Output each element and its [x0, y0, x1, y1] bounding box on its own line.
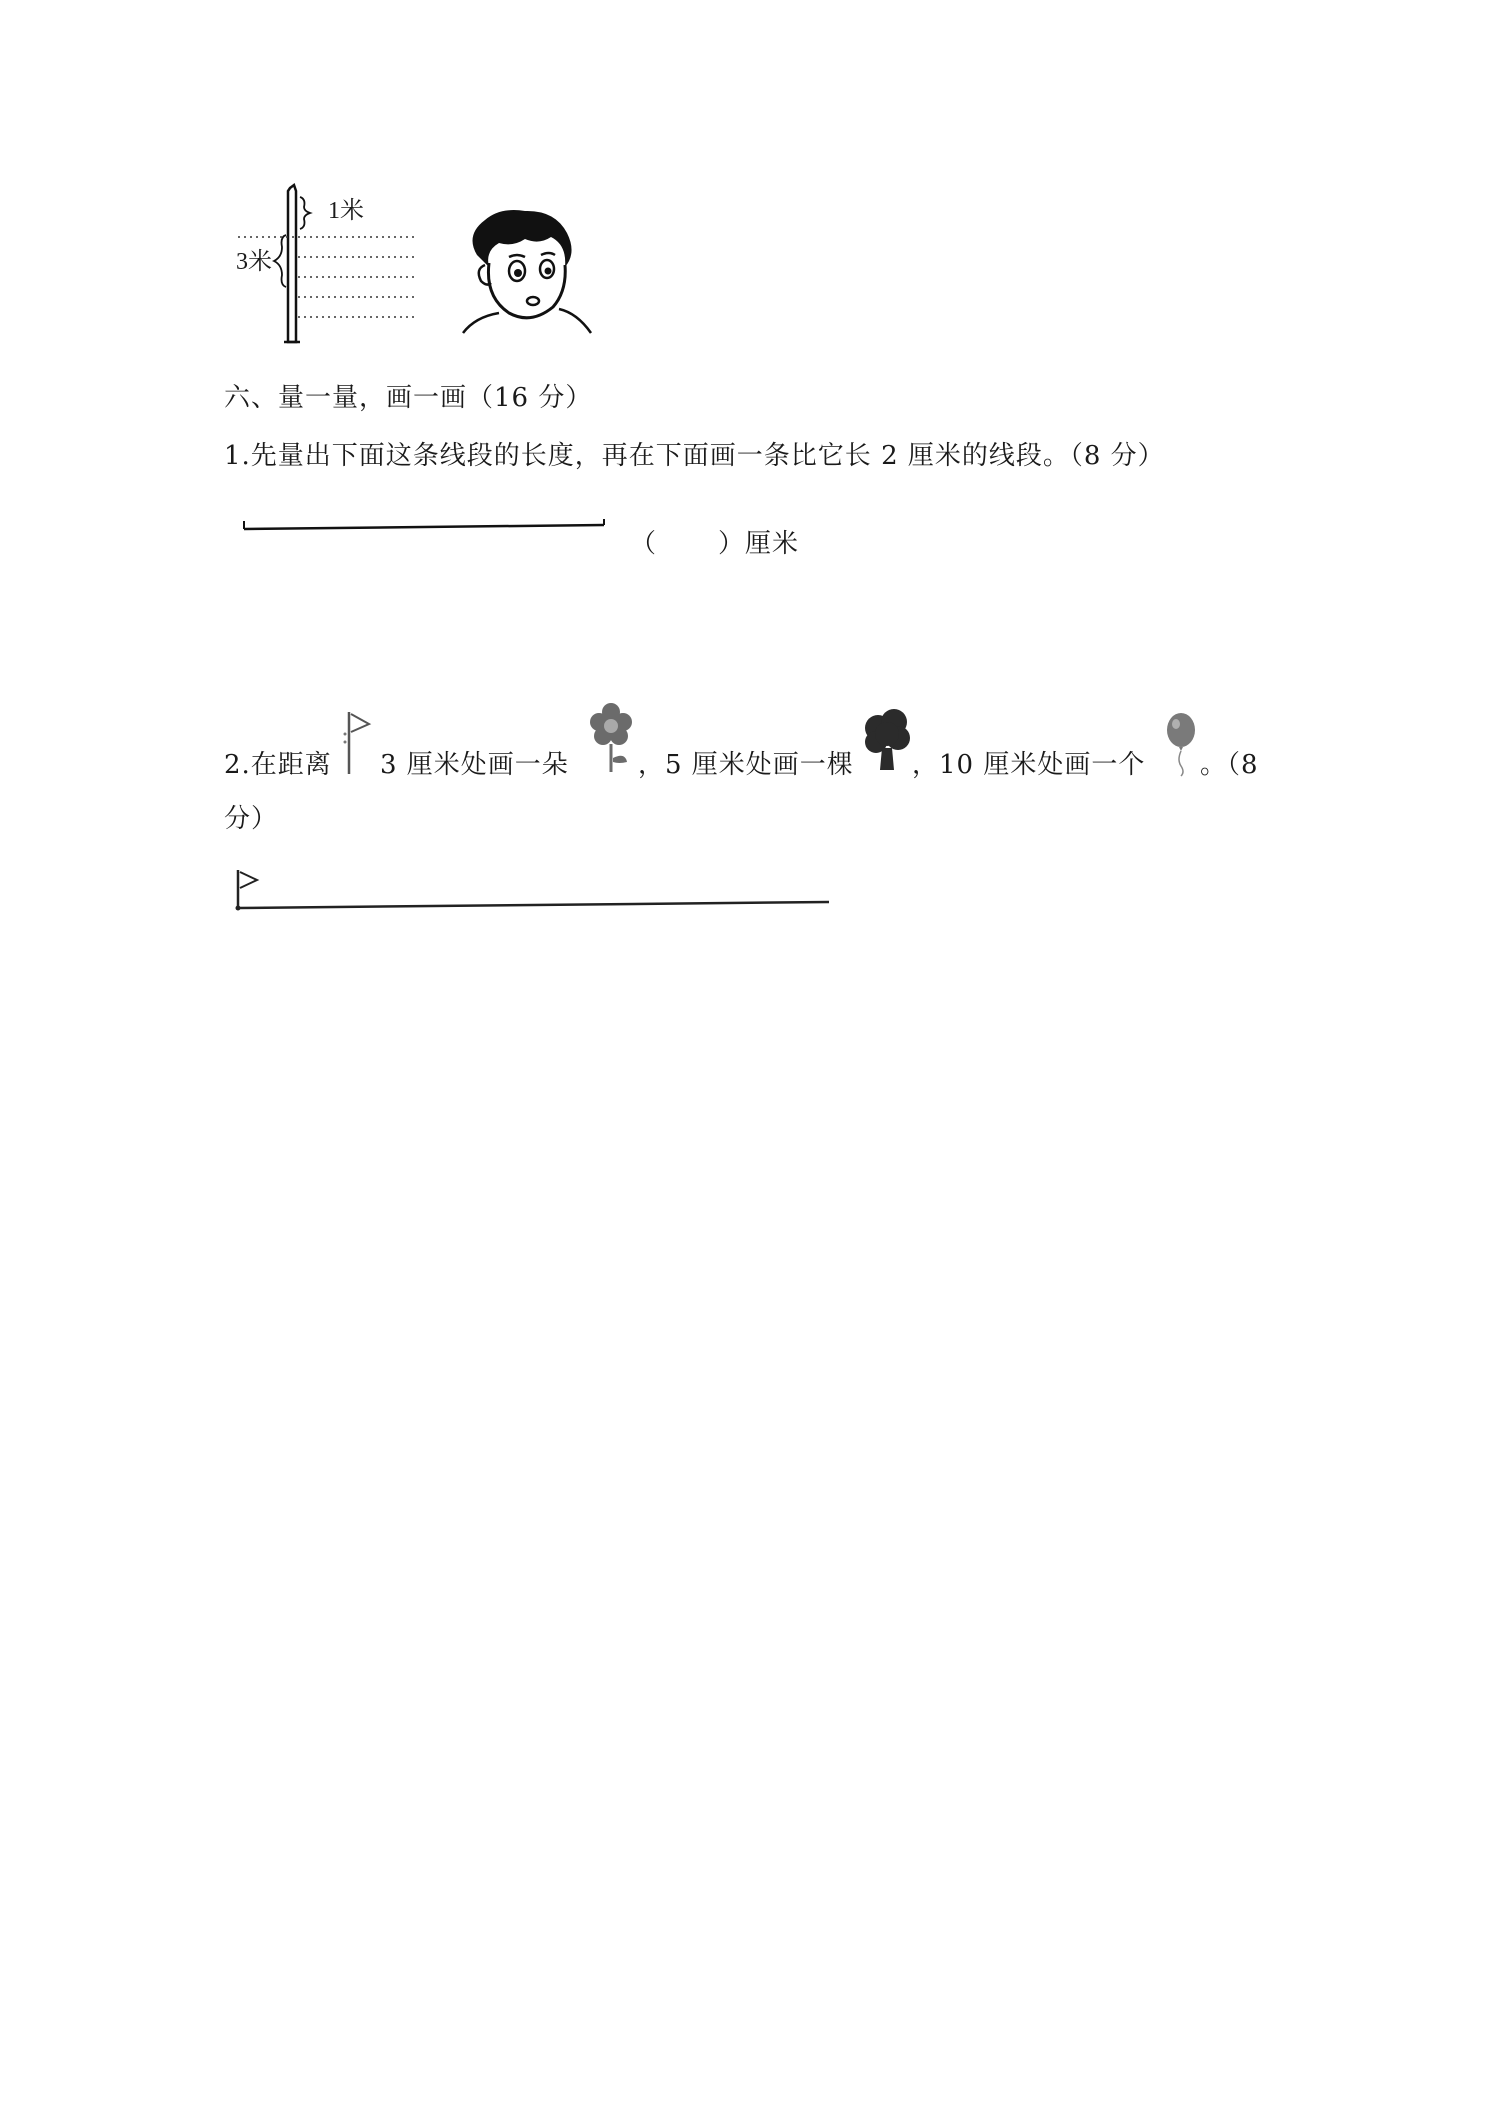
boy-face-icon: [455, 205, 595, 335]
question-two-line2: 分）: [224, 804, 279, 834]
label-one-meter: 1米: [328, 198, 364, 224]
answer-open-paren: （: [630, 529, 658, 559]
question-two-part4: ，10 厘米处画一个: [912, 750, 1146, 780]
question-two-part5: 。（8: [1200, 750, 1259, 780]
balloon-icon: [1165, 712, 1197, 778]
boy-illustration: [455, 205, 595, 335]
flag-icon: [343, 708, 373, 778]
question-two-part2: 3 厘米处画一朵: [380, 750, 569, 780]
flower-icon: [587, 700, 637, 774]
label-three-meters: 3米: [236, 249, 272, 275]
question-one-segment: [242, 516, 607, 530]
question-one-text: 1.先量出下面这条线段的长度，再在下面画一条比它长 2 厘米的线段。（8 分）: [224, 441, 1165, 471]
question-two-baseline: [233, 864, 833, 914]
section-six-heading: 六、量一量，画一画（16 分）: [224, 383, 593, 413]
question-two-part1: 2.在距离: [224, 750, 332, 780]
height-pole-figure: [238, 185, 428, 345]
tree-icon: [862, 708, 912, 772]
answer-unit-label: ）厘米: [718, 529, 800, 559]
answer-blank[interactable]: [660, 528, 720, 558]
question-two-part3: ，5 厘米处画一棵: [638, 750, 854, 780]
